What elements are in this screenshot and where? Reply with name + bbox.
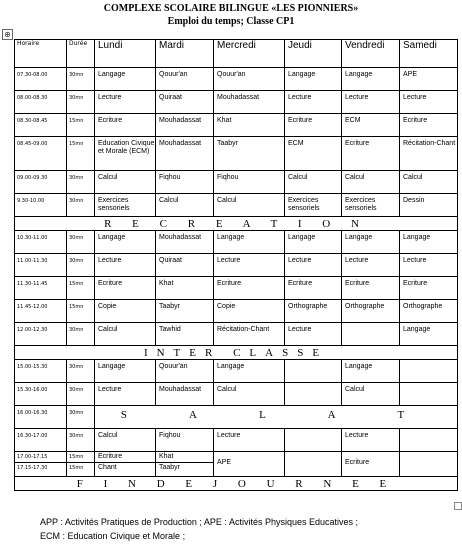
subject-cell: Ecriture [95, 277, 156, 300]
subject-cell: Lecture [342, 91, 400, 114]
subject-cell: Calcul [342, 171, 400, 194]
subject-cell: ECM [342, 114, 400, 137]
subject-cell: Ecriture [95, 114, 156, 137]
table-row [15, 91, 458, 114]
timetable [14, 39, 458, 491]
subject-cell: Lecture [342, 429, 400, 452]
subject-cell: Mouhadassat [156, 114, 214, 137]
subject-cell [400, 452, 458, 477]
duration-cell: 30mn [67, 323, 95, 346]
time-cell: 15.30-16.00 [15, 383, 67, 406]
subject-cell: Calcul [95, 429, 156, 452]
subject-cell: Taabyr [214, 137, 285, 171]
time-cell: 11.30-11.45 [15, 277, 67, 300]
duration-cell: 30mn [67, 406, 95, 429]
subject-cell: Langage [400, 323, 458, 346]
subject-cell: Calcul [214, 383, 285, 406]
duration-cell: 15mn [67, 300, 95, 323]
break-row [15, 217, 458, 231]
table-row [15, 254, 458, 277]
subject-cell: Langage [285, 231, 342, 254]
subject-cell: Taabyr [156, 300, 214, 323]
subject-cell: Calcul [95, 323, 156, 346]
subject-cell [342, 323, 400, 346]
header-horaire: Horaire [15, 40, 67, 68]
subject-cell: Dessin [400, 194, 458, 217]
duration-cell: 30mn [67, 383, 95, 406]
time-cell: 17.00-17.15 [15, 452, 67, 463]
subject-cell: Education Civique et Morale (ECM) [95, 137, 156, 171]
table-row [15, 300, 458, 323]
header-mercredi: Mercredi [214, 40, 285, 68]
recreation-banner: R E C R E A T I O N [15, 217, 458, 231]
subject-cell [400, 360, 458, 383]
subject-cell: Fiqhou [156, 171, 214, 194]
header-vendredi: Vendredi [342, 40, 400, 68]
subject-cell [285, 383, 342, 406]
subject-cell: Langage [342, 360, 400, 383]
subject-cell: Lecture [285, 254, 342, 277]
subject-cell: Exercices sensoriels [95, 194, 156, 217]
time-cell: 12.00-12.30 [15, 323, 67, 346]
table-row [15, 114, 458, 137]
duration-cell: 15mn [67, 452, 95, 463]
subject-cell: Lecture [400, 254, 458, 277]
header-jeudi: Jeudi [285, 40, 342, 68]
subject-cell: ECM [285, 137, 342, 171]
duration-cell: 30mn [67, 231, 95, 254]
subject-cell: Khat [156, 277, 214, 300]
subject-cell: Ecriture [400, 114, 458, 137]
table-row [15, 137, 458, 171]
inter-classe-banner: INTER CLASSE [15, 346, 458, 360]
subject-cell: Calcul [342, 383, 400, 406]
duration-cell: 30mn [67, 91, 95, 114]
subject-cell: Mouhadassat [156, 231, 214, 254]
subject-cell: Exercices sensoriels [342, 194, 400, 217]
subject-cell: Orthographe [400, 300, 458, 323]
time-cell: 08.00-08.30 [15, 91, 67, 114]
subject-cell: Qouur'an [156, 68, 214, 91]
time-cell: 08.45-09.00 [15, 137, 67, 171]
subject-cell: Lecture [95, 383, 156, 406]
subject-cell: Lecture [95, 254, 156, 277]
duration-cell: 30mn [67, 194, 95, 217]
time-cell: 11.00-11.30 [15, 254, 67, 277]
subject-cell: Quiraat [156, 254, 214, 277]
table-move-handle-icon[interactable]: ⊕ [2, 29, 13, 40]
subject-cell: Lecture [400, 91, 458, 114]
break-row [15, 477, 458, 491]
subject-cell: Lecture [285, 91, 342, 114]
school-title: COMPLEXE SCOLAIRE BILINGUE «LES PIONNIERS» [103, 3, 359, 14]
subject-cell: Fiqhou [156, 429, 214, 452]
subject-cell: Taabyr [156, 463, 214, 477]
subject-cell: Lecture [214, 254, 285, 277]
subject-cell: Mouhadassat [214, 91, 285, 114]
subject-cell: Khat [214, 114, 285, 137]
subject-cell: APE [400, 68, 458, 91]
subject-cell: Ecriture [285, 277, 342, 300]
duration-cell: 15mn [67, 463, 95, 477]
legend-line-2: ECM : Education Civique et Morale ; [40, 531, 186, 541]
table-row [15, 323, 458, 346]
subject-cell: Copie [95, 300, 156, 323]
subject-cell: Calcul [156, 194, 214, 217]
salat-banner: S A L A T [95, 406, 458, 429]
subject-cell: Ecriture [214, 277, 285, 300]
subject-cell [400, 383, 458, 406]
duration-cell: 30mn [67, 429, 95, 452]
subject-cell: Orthographe [342, 300, 400, 323]
subject-cell: Calcul [285, 171, 342, 194]
subject-cell: Langage [342, 231, 400, 254]
subject-cell: Récitation-Chant [400, 137, 458, 171]
table-row [15, 360, 458, 383]
table-row [15, 429, 458, 452]
subject-cell: Fiqhou [214, 171, 285, 194]
table-row [15, 277, 458, 300]
subject-cell: Langage [342, 68, 400, 91]
duration-cell: 30mn [67, 360, 95, 383]
subject-cell: Mouhadassat [156, 137, 214, 171]
time-cell: 07.30-08.00 [15, 68, 67, 91]
subject-cell: Langage [400, 231, 458, 254]
subject-cell: Ecriture [95, 452, 156, 463]
subject-cell: Lecture [214, 429, 285, 452]
subject-cell: Récitation-Chant [214, 323, 285, 346]
table-resize-handle[interactable] [454, 502, 462, 510]
table-row [15, 231, 458, 254]
header-lundi: Lundi [95, 40, 156, 68]
subject-cell: Orthographe [285, 300, 342, 323]
time-cell: 09.00-09.30 [15, 171, 67, 194]
subject-cell: Langage [285, 68, 342, 91]
legend [40, 515, 358, 543]
subject-cell: Copie [214, 300, 285, 323]
duration-cell: 15mn [67, 277, 95, 300]
time-cell: 11.45-12.00 [15, 300, 67, 323]
duration-cell: 15mn [67, 114, 95, 137]
subject-cell: Mouhadassat [156, 383, 214, 406]
subject-cell: Calcul [95, 171, 156, 194]
break-row [15, 346, 458, 360]
schedule-subtitle: Emploi du temps; Classe CP1 [167, 16, 295, 27]
fin-de-journee-banner: F I N D E J O U R N E E [15, 477, 458, 491]
time-cell: 17.15-17.30 [15, 463, 67, 477]
header-samedi: Samedi [400, 40, 458, 68]
duration-cell: 30mn [67, 254, 95, 277]
subject-cell: Ecriture [342, 277, 400, 300]
time-cell: 16.00-16.30 [15, 406, 67, 429]
subject-cell: Lecture [95, 91, 156, 114]
header-duree: Durée [67, 40, 95, 68]
subject-cell [400, 429, 458, 452]
salat-row [15, 406, 458, 429]
table-row [15, 171, 458, 194]
subject-cell: Calcul [214, 194, 285, 217]
legend-line-1: APP : Activités Pratiques de Production ; APE : Activités Physiques Educatives ; [40, 517, 358, 527]
table-row [15, 452, 458, 463]
subject-cell: Lecture [285, 323, 342, 346]
subject-cell [285, 429, 342, 452]
subject-cell: Langage [95, 68, 156, 91]
subject-cell: Chant [95, 463, 156, 477]
duration-cell: 30mn [67, 171, 95, 194]
subject-cell: Calcul [400, 171, 458, 194]
time-cell: 9.30-10.00 [15, 194, 67, 217]
subject-cell: Langage [214, 360, 285, 383]
table-row [15, 68, 458, 91]
table-row [15, 194, 458, 217]
duration-cell: 15mn [67, 137, 95, 171]
subject-cell: Exercices sensoriels [285, 194, 342, 217]
time-cell: 10.30-11.00 [15, 231, 67, 254]
subject-cell [285, 360, 342, 383]
header-mardi: Mardi [156, 40, 214, 68]
subject-cell [285, 452, 342, 477]
duration-cell: 30mn [67, 68, 95, 91]
subject-cell: Ecriture [342, 452, 400, 477]
subject-cell: Tawhid [156, 323, 214, 346]
subject-cell: Ecriture [400, 277, 458, 300]
time-cell: 08.30-08.45 [15, 114, 67, 137]
subject-cell: Quiraat [156, 91, 214, 114]
subject-cell: Khat [156, 452, 214, 463]
subject-cell: Ecriture [342, 137, 400, 171]
subject-cell: Qouur'an [156, 360, 214, 383]
subject-cell: Langage [95, 231, 156, 254]
header-row [15, 40, 458, 68]
table-row [15, 383, 458, 406]
time-cell: 16.30-17.00 [15, 429, 67, 452]
subject-cell: Langage [95, 360, 156, 383]
subject-cell: Qouur'an [214, 68, 285, 91]
time-cell: 15.00-15.30 [15, 360, 67, 383]
subject-cell: Lecture [342, 254, 400, 277]
subject-cell: Langage [214, 231, 285, 254]
subject-cell: APE [214, 452, 285, 477]
subject-cell: Ecriture [285, 114, 342, 137]
